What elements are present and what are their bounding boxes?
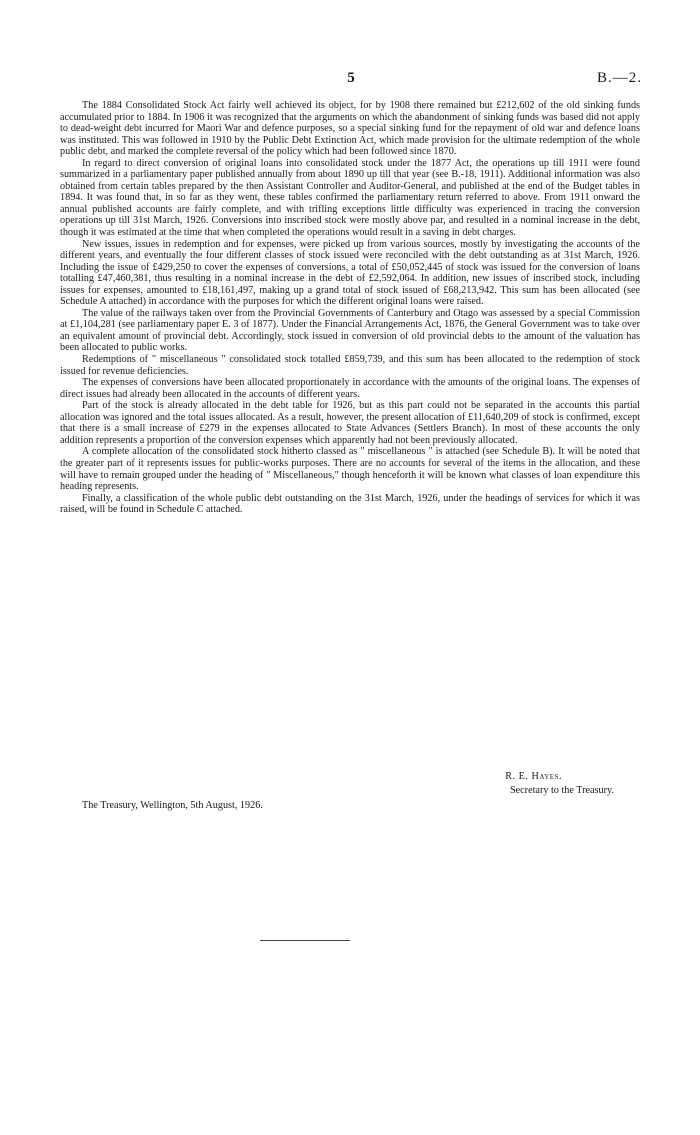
footer-rule bbox=[260, 940, 350, 941]
place-and-date: The Treasury, Wellington, 5th August, 1926. bbox=[82, 800, 263, 811]
signature-block bbox=[60, 770, 640, 798]
paragraph: Redemptions of " miscellaneous " consolidated stock totalled £859,739, and this sum has been allocated to the redemption of stock issued for revenue deficiencies. bbox=[60, 354, 640, 377]
signatory-title: Secretary to the Treasury. bbox=[509, 785, 614, 796]
signatory-name: R. E. Hayes. bbox=[505, 771, 562, 782]
paragraph: Part of the stock is already allocated in the debt table for 1926, but as this part could not be separated in the accounts this partial allocation was ignored and the total issues allocated. As a result, however, the present allocation of £11,640,209 of stock is confirmed, except that there is a small increase of £279 in the expenses allocated to State Advances (Settlers Branch). In most of these accounts the only addition represents a proportion of the conversion expenses which apparently had not been previously allocated. bbox=[60, 400, 640, 446]
paragraph: The expenses of conversions have been allocated proportionately in accordance with the amounts of the original loans. The expenses of direct issues had already been allocated in the accounts of different years. bbox=[60, 377, 640, 400]
page-header bbox=[60, 70, 642, 90]
page-number: 5 bbox=[347, 70, 355, 86]
body-text bbox=[60, 100, 640, 516]
paragraph: Finally, a classification of the whole public debt outstanding on the 31st March, 1926, under the headings of services for which it was raised, will be found in Schedule C attached. bbox=[60, 492, 640, 516]
paragraph: In regard to direct conversion of original loans into consolidated stock under the 1877 Act, the operations up till 1911 were found summarized in a parliamentary paper published annually from about 1890 up till that year (see B.-18, 1911). Additional information was also obtained from certain tables prepared by the then Assistant Controller and Auditor-General, and published at the end of the Budget tables in 1894. It was found that, in so far as they went, these tables confirmed the parliamentary return referred to above. From 1911 onward the annual published accounts are fairly complete, and with trifling exceptions little difficulty was experienced in tracing the conversion operations up till 31st March, 1926. Conversions into inscribed stock were mostly above par, and resulted in a nominal increase in the debt, though it was estimated at the time that when completed the operations would result in a saving in debt charges. bbox=[60, 157, 640, 239]
paragraph: The value of the railways taken over from the Provincial Governments of Canterbury and Otago was assessed by a special Commission at £1,104,281 (see parliamentary paper E. 3 of 1877). Under the Financial Arrangements Act, 1876, the General Government was to take over an equivalent amount of provincial debt. Accordingly, stock issued in conversion of old provincial debts to the amount of the valuation has been allocated to public works. bbox=[60, 307, 640, 354]
paragraph: New issues, issues in redemption and for expenses, were picked up from various sources, mostly by investigating the accounts of the different years, and eventually the four different classes of stock issued were reconciled with the debt outstanding as at 31st March, 1926. Including the issue of £429,250 to cover the expenses of conversions, a total of £50,052,445 of stock was issued for the conversion of loans totalling £47,460,381, thus resulting in a nominal increase in the debt of £2,592,064. In addition, new issues of inscribed stock, including issues for expenses, amounted to £18,161,497, making up a grand total of stock issued of £68,213,942. This sum has been allocated (see Schedule A attached) in accordance with the purposes for which the different original loans were raised. bbox=[60, 238, 640, 308]
paragraph: A complete allocation of the consolidated stock hitherto classed as " miscellaneous " is attached (see Schedule B). It will be noted that the greater part of it represents issues for public-works purposes. There are no accounts for several of the items in the allocation, and these will have to remain grouped under the heading of " Miscellaneous," though henceforth it will be known what classes of loan expenditure this heading represents. bbox=[60, 446, 640, 493]
document-reference: B.—2. bbox=[596, 70, 642, 86]
paragraph: The 1884 Consolidated Stock Act fairly well achieved its object, for by 1908 there remained but £212,602 of the old sinking funds accumulated prior to 1884. In 1906 it was recognized that the arguments on which the abandonment of sinking funds was based did not apply to dead-weight debt incurred for Maori War and defence purposes, so a special sinking fund for the repayment of old war and defence loans was instituted. This was followed in 1910 by the Public Debt Extinction Act, which made provision for the ultimate redemption of the whole public debt, and marked the complete reversal of the policy which had been followed since 1870. bbox=[60, 100, 640, 158]
